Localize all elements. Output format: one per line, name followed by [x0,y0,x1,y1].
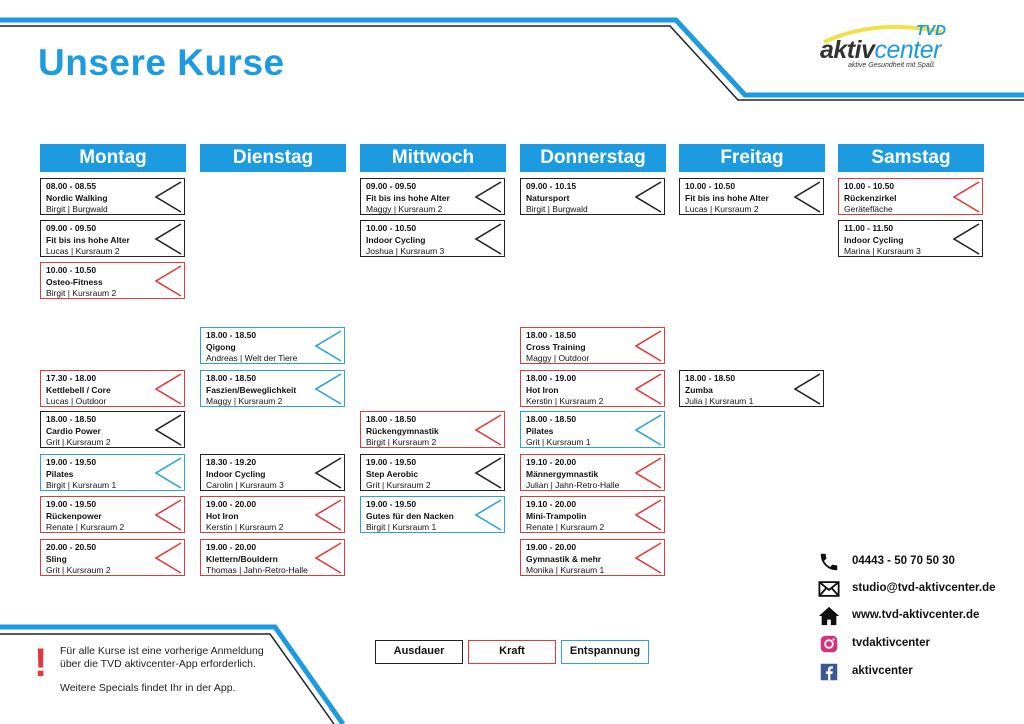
course-name: Fit bis ins hohe Alter [46,234,130,245]
course-time: 18.00 - 18.50 [526,414,577,424]
course-info: Marina | Kursraum 3 [844,246,921,256]
course-card[interactable] [360,454,505,491]
course-name: Fit bis ins hohe Alter [366,192,450,203]
course-card[interactable] [40,496,185,533]
chevron-left-icon [154,457,182,489]
brand-logo [812,22,952,74]
course-info: Maggy | Kursraum 2 [366,204,443,214]
course-card[interactable] [40,220,185,257]
course-time: 18.00 - 18.50 [206,373,257,383]
course-info: Lucas | Kursraum 2 [685,204,759,214]
chevron-left-icon [474,457,502,489]
day-header-freitag: Freitag [679,144,825,172]
course-card[interactable] [360,178,505,215]
course-name: Cardio Power [46,425,101,436]
course-card[interactable] [200,454,345,491]
course-name: Osteo-Fitness [46,276,103,287]
course-name: Hot Iron [206,510,239,521]
contact-facebook[interactable] [818,661,1018,683]
course-card[interactable] [200,370,345,407]
course-time: 19.00 - 19.50 [366,499,417,509]
course-info: Kerstin | Kursraum 2 [526,396,604,406]
course-time: 09.00 - 09.50 [366,181,417,191]
course-name: Gutes für den Nacken [366,510,454,521]
chevron-left-icon [154,499,182,531]
course-info: Birgit | Kursraum 2 [366,437,437,447]
course-name: Männergymnastik [526,468,599,479]
chevron-left-icon [793,181,821,213]
contact-phone[interactable] [818,551,1018,573]
course-time: 18.00 - 18.50 [206,330,257,340]
chevron-left-icon [634,457,662,489]
chevron-left-icon [314,457,342,489]
logo-tvd: TVD [916,22,946,39]
course-info: Gerätefläche [844,204,893,214]
course-name: Indoor Cycling [206,468,266,479]
course-info: Renate | Kursraum 2 [526,522,605,532]
legend-ausdauer: Ausdauer [375,640,463,664]
course-card[interactable] [520,496,665,533]
chevron-left-icon [793,373,821,405]
course-name: Faszien/Beweglichkeit [206,384,297,395]
course-info: Maggy | Outdoor [526,353,590,363]
course-name: Indoor Cycling [366,234,426,245]
legend-kraft: Kraft [468,640,556,664]
course-time: 18.00 - 18.50 [526,330,577,340]
phone-number: 04443 - 50 70 50 30 [852,555,955,567]
note-line-2: über die TVD aktivcenter-App erforderlich. [60,658,256,670]
course-info: Birgit | Kursraum 1 [46,480,117,490]
course-time: 19.00 - 20.00 [206,499,257,509]
course-card[interactable] [360,496,505,533]
course-name: Qigong [206,341,236,352]
legend-entspannung: Entspannung [561,640,649,664]
chevron-left-icon [154,223,182,255]
course-info: Thomas | Jahn-Retro-Halle [206,565,308,575]
day-header-samstag: Samstag [838,144,984,172]
chevron-left-icon [154,373,182,405]
course-card[interactable] [40,370,185,407]
course-card[interactable] [838,178,983,215]
course-info: Julian | Jahn-Retro-Halle [526,480,620,490]
course-info: Birgit | Burgwald [526,204,588,214]
course-info: Maggy | Kursraum 2 [206,396,283,406]
contact-email[interactable] [818,578,1018,600]
course-name: Pilates [46,468,74,479]
course-time: 19.00 - 19.50 [366,457,417,467]
instagram-handle: tvdaktivcenter [852,637,930,649]
course-name: Fit bis ins hohe Alter [685,192,769,203]
home-icon [818,605,840,627]
course-time: 11.00 - 11.50 [844,223,894,233]
course-name: Sling [46,553,67,564]
course-name: Rückenzirkel [844,192,897,203]
email-address: studio@tvd-aktivcenter.de [852,582,996,594]
course-info: Birgit | Kursraum 1 [366,522,437,532]
course-time: 08.00 - 08.55 [46,181,97,191]
course-time: 10.00 - 10.50 [366,223,417,233]
course-card[interactable] [40,411,185,448]
course-name: Zumba [685,384,713,395]
chevron-left-icon [634,542,662,574]
course-card[interactable] [520,411,665,448]
course-info: Joshua | Kursraum 3 [366,246,445,256]
page-title: Unsere Kurse [38,42,285,83]
chevron-left-icon [314,542,342,574]
chevron-left-icon [474,414,502,446]
chevron-left-icon [154,542,182,574]
chevron-left-icon [474,181,502,213]
chevron-left-icon [154,265,182,297]
course-time: 10.00 - 10.50 [685,181,736,191]
contact-instagram[interactable] [818,633,1018,655]
chevron-left-icon [154,181,182,213]
day-header-mittwoch: Mittwoch [360,144,506,172]
day-header-montag: Montag [40,144,186,172]
course-name: Rückengymnastik [366,425,439,436]
course-card[interactable] [200,496,345,533]
mail-icon [818,578,840,600]
course-card[interactable] [360,220,505,257]
chevron-left-icon [634,414,662,446]
course-card[interactable] [200,539,345,576]
chevron-left-icon [952,223,980,255]
phone-icon [818,551,840,573]
course-name: Indoor Cycling [844,234,904,245]
course-name: Rückenpower [46,510,102,521]
course-time: 18.30 - 19.20 [206,457,257,467]
chevron-left-icon [314,373,342,405]
course-info: Lucas | Outdoor [46,396,107,406]
course-info: Grit | Kursraum 2 [46,565,111,575]
course-time: 18.00 - 19.00 [526,373,577,383]
course-time: 18.00 - 18.50 [685,373,736,383]
website-url: www.tvd-aktivcenter.de [852,609,980,621]
course-card[interactable] [520,327,665,364]
course-time: 10.00 - 10.50 [46,265,97,275]
course-card[interactable] [520,178,665,215]
course-time: 19.00 - 19.50 [46,499,97,509]
course-info: Birgit | Burgwald [46,204,108,214]
course-name: Step Aerobic [366,468,419,479]
course-card[interactable] [520,370,665,407]
course-card[interactable] [40,178,185,215]
logo-tagline: aktive Gesundheit mit Spaß [848,62,934,69]
course-card[interactable] [520,539,665,576]
day-header-dienstag: Dienstag [200,144,346,172]
course-name: Gymnastik & mehr [526,553,602,564]
course-info: Andreas | Welt der Tiere [206,353,298,363]
chevron-left-icon [314,499,342,531]
course-name: Klettern/Bouldern [206,553,278,564]
course-card[interactable] [520,454,665,491]
course-card[interactable] [40,262,185,299]
course-info: Renate | Kursraum 2 [46,522,125,532]
course-time: 19.10 - 20.00 [526,457,577,467]
note-line-3: Weitere Specials findet Ihr in der App. [60,682,236,694]
course-name: Nordic Walking [46,192,108,203]
chevron-left-icon [634,499,662,531]
course-time: 10.00 - 10.50 [844,181,895,191]
course-time: 18.00 - 18.50 [46,414,97,424]
course-info: Grit | Kursraum 1 [526,437,591,447]
course-info: Grit | Kursraum 2 [46,437,111,447]
course-info: Grit | Kursraum 2 [366,480,431,490]
day-header-donnerstag: Donnerstag [520,144,666,172]
chevron-left-icon [952,181,980,213]
chevron-left-icon [474,223,502,255]
course-info: Lucas | Kursraum 2 [46,246,120,256]
course-card[interactable] [360,411,505,448]
course-time: 20.00 - 20.50 [46,542,97,552]
chevron-left-icon [154,414,182,446]
course-name: Pilates [526,425,554,436]
instagram-icon [818,633,840,655]
course-info: Monika | Kursraum 1 [526,565,605,575]
course-time: 19.10 - 20.00 [526,499,577,509]
course-time: 19.00 - 20.00 [206,542,257,552]
course-time: 19.00 - 20.00 [526,542,577,552]
chevron-left-icon [314,330,342,362]
course-card[interactable] [40,539,185,576]
course-time: 18.00 - 18.50 [366,414,417,424]
chevron-left-icon [634,373,662,405]
chevron-left-icon [634,330,662,362]
course-card[interactable] [838,220,983,257]
course-time: 19.00 - 19.50 [46,457,97,467]
course-name: Cross Training [526,341,586,352]
course-time: 17.30 - 18.00 [46,373,97,383]
exclamation-icon: ! [34,641,48,685]
course-time: 09.00 - 10.15 [526,181,577,191]
chevron-left-icon [474,499,502,531]
course-name: Mini-Trampolin [526,510,587,521]
course-info: Birgit | Kursraum 2 [46,288,117,298]
facebook-icon [818,661,840,683]
course-info: Julia | Kursraum 1 [685,396,754,406]
course-name: Hot Iron [526,384,559,395]
course-name: Kettlebell / Core [46,384,111,395]
note-line-1: Für alle Kurse ist eine vorherige Anmeldung [60,645,264,657]
course-info: Carolin | Kursraum 3 [206,480,284,490]
course-time: 09.00 - 09.50 [46,223,97,233]
logo-brand: aktivcenter [820,36,941,64]
chevron-left-icon [634,181,662,213]
course-card[interactable] [40,454,185,491]
course-info: Kerstin | Kursraum 2 [206,522,284,532]
course-name: Natursport [526,192,570,203]
contact-website[interactable] [818,605,1018,627]
course-card[interactable] [679,178,824,215]
course-card[interactable] [679,370,824,407]
course-card[interactable] [200,327,345,364]
facebook-handle: aktivcenter [852,665,913,677]
